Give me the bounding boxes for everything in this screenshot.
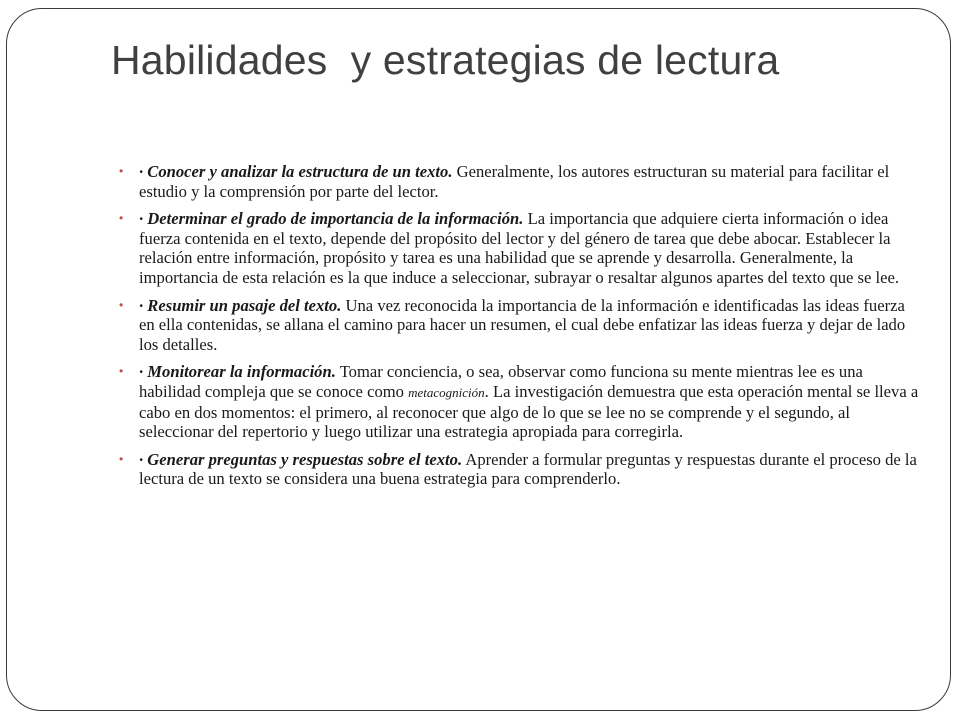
bullet-emphasis: metacognición [408,384,485,400]
bullet-icon: • [119,164,124,178]
bullet-term: · Determinar el grado de importancia de la información. [139,209,524,229]
bullet-item-monitor [119,362,919,441]
bullet-term: · Monitorear la información. [139,362,336,382]
bullet-term: · Generar preguntas y respuestas sobre el texto. [139,449,463,469]
bullet-term: · Resumir un pasaje del texto. [139,295,342,315]
bullet-text: Una vez reconocida la importancia de la información e identificadas las ideas fuerza en ella contenidas, se allana el camino para hacer un resumen, el cual debe enfatizar las ideas fuerza y dejar de lado los detalles. [139,295,906,354]
bullet-text: Tomar conciencia, o sea, observar como funciona su mente mientras lee es una habilidad compleja que se conoce como [139,362,863,401]
bullet-icon: • [119,451,124,466]
bullet-item-importance [119,209,919,287]
bullet-item-questions [119,450,919,489]
bullet-icon: • [119,211,124,226]
bullet-term: · Conocer y analizar la estructura de un texto. [139,162,453,181]
bullet-text-after: . La investigación demuestra que esta operación mental se lleva a cabo en dos momentos: el primero, al reconocer que algo de lo que se lee no se comprende y el segundo, al seleccionar del repertorio y luego utilizar una estrategia apropiada para corregirla. [139,381,919,442]
bullet-item-summary [119,296,919,355]
bullet-icon: • [119,297,124,312]
bullet-list [119,162,919,497]
slide-frame [6,8,951,711]
slide-title: Habilidades y estrategias de lectura [111,37,780,83]
bullet-text: La importancia que adquiere cierta información o idea fuerza contenida en el texto, depende del propósito del lector y del género de tarea que debe abocar. Establecer la relación entre información, propósito y tarea es una habilidad que se aprende y desarrolla. Generalmente, la importancia de esta relación es la que induce a seleccionar, subrayar o resaltar algunos apartes del texto que se lee. [139,209,900,287]
bullet-text: Aprender a formular preguntas y respuestas durante el proceso de la lectura de un texto se considera una buena estrategia para comprenderlo. [139,449,917,489]
bullet-icon: • [119,364,124,379]
bullet-text: Generalmente, los autores estructuran su material para facilitar el estudio y la comprensión por parte del lector. [139,162,890,201]
bullet-item-structure [119,162,919,201]
